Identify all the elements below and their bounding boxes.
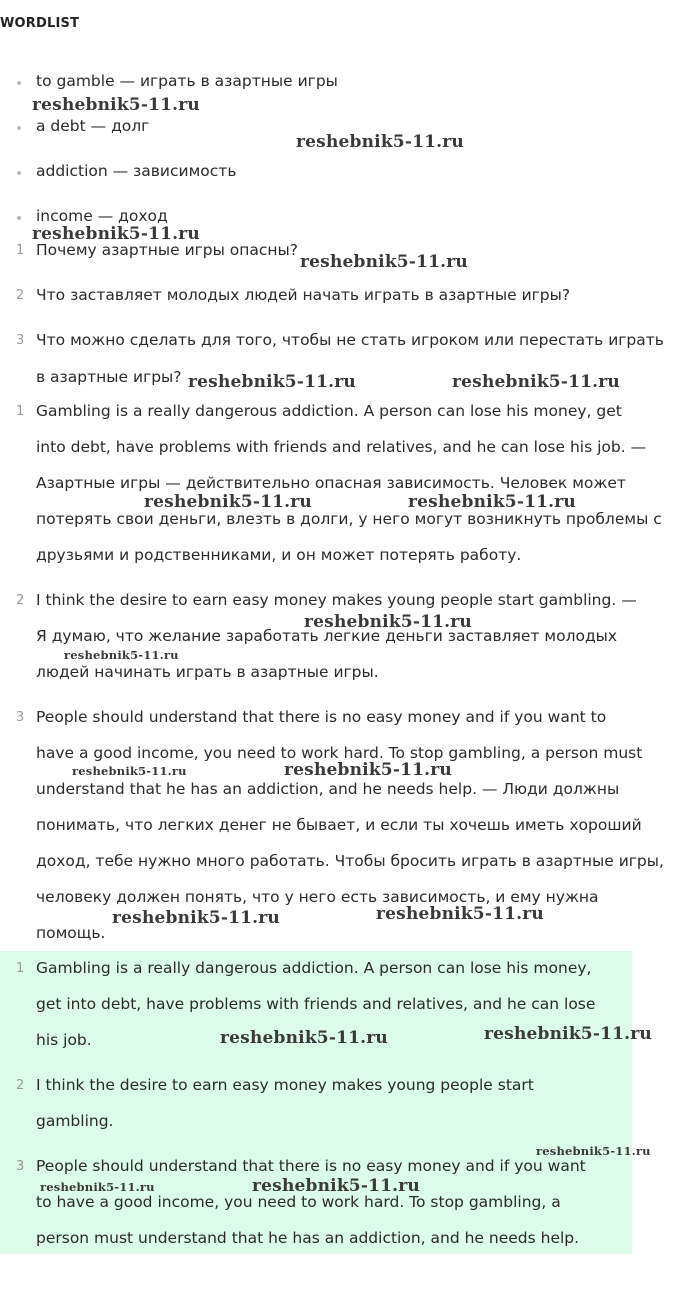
answer-line: доход, тебе нужно много работать. Чтобы бросить играть в азартные игры,	[36, 852, 664, 870]
answer-line: People should understand that there is no easy money and if you want	[36, 1157, 586, 1175]
answer-line: понимать, что легких денег не бывает, и если ты хочешь иметь хороший	[36, 816, 642, 834]
question-number: 2	[16, 288, 25, 303]
answer-line: Gambling is a really dangerous addiction. A person can lose his money,	[36, 959, 592, 977]
question-line: в азартные игры?	[36, 368, 182, 386]
watermark: reshebnik5-11.ru	[64, 648, 179, 662]
answer-line: I think the desire to earn easy money makes young people start gambling. —	[36, 591, 637, 609]
answer-number: 3	[16, 710, 25, 725]
answer-line: into debt, have problems with friends and relatives, and he can lose his job. —	[36, 438, 647, 456]
answer-line: Азартные игры — действительно опасная зависимость. Человек может	[36, 474, 626, 492]
watermark: reshebnik5-11.ru	[112, 908, 280, 928]
question-line: Почему азартные игры опасны?	[36, 241, 299, 259]
answer-line: потерять свои деньги, влезть в долги, у него могут возникнуть проблемы с	[36, 510, 662, 528]
watermark: reshebnik5-11.ru	[188, 372, 356, 392]
answer-line: People should understand that there is no easy money and if you want to	[36, 708, 607, 726]
watermark: reshebnik5-11.ru	[304, 612, 472, 632]
answer-line: помощь.	[36, 924, 106, 942]
answer-number: 1	[16, 961, 25, 976]
watermark: reshebnik5-11.ru	[284, 760, 452, 780]
answer-line: человеку должен понять, что у него есть зависимость, и ему нужна	[36, 888, 599, 906]
answer-line: Я думаю, что желание заработать легкие деньги заставляет молодых	[36, 627, 618, 645]
wordlist-heading: WORDLIST	[0, 16, 80, 31]
watermark: reshebnik5-11.ru	[484, 1024, 652, 1044]
answer-line: his job.	[36, 1031, 92, 1049]
watermark: reshebnik5-11.ru	[40, 1180, 155, 1194]
answer-line: Gambling is a really dangerous addiction. A person can lose his money, get	[36, 402, 622, 420]
answer-line: get into debt, have problems with friends and relatives, and he can lose	[36, 995, 596, 1013]
watermark: reshebnik5-11.ru	[32, 224, 200, 244]
watermark: reshebnik5-11.ru	[296, 132, 464, 152]
question-line: Что можно сделать для того, чтобы не стать игроком или перестать играть	[36, 331, 664, 349]
answer-number: 2	[16, 593, 25, 608]
question-line: Что заставляет молодых людей начать играть в азартные игры?	[36, 286, 571, 304]
answer-line: людей начинать играть в азартные игры.	[36, 663, 379, 681]
answer-number: 2	[16, 1078, 25, 1093]
watermark: reshebnik5-11.ru	[452, 372, 620, 392]
watermark: reshebnik5-11.ru	[536, 1144, 651, 1158]
wordlist-item: addiction — зависимость	[36, 162, 676, 180]
watermark: reshebnik5-11.ru	[252, 1176, 420, 1196]
wordlist-item: income — доход	[36, 207, 676, 225]
watermark: reshebnik5-11.ru	[220, 1028, 388, 1048]
answer-number: 3	[16, 1159, 25, 1174]
answer-line: gambling.	[36, 1112, 114, 1130]
watermark: reshebnik5-11.ru	[32, 95, 200, 115]
answer-number: 1	[16, 404, 25, 419]
question-number: 1	[16, 243, 25, 258]
answer-line: understand that he has an addiction, and he needs help. — Люди должны	[36, 780, 620, 798]
answer-line: person must understand that he has an addiction, and he needs help.	[36, 1229, 580, 1247]
answer-line: to have a good income, you need to work hard. To stop gambling, a	[36, 1193, 561, 1211]
watermark: reshebnik5-11.ru	[300, 252, 468, 272]
watermark: reshebnik5-11.ru	[376, 904, 544, 924]
answer-line: друзьями и родственниками, и он может потерять работу.	[36, 546, 522, 564]
question-number: 3	[16, 333, 25, 348]
watermark: reshebnik5-11.ru	[144, 492, 312, 512]
watermark: reshebnik5-11.ru	[408, 492, 576, 512]
wordlist-item: to gamble — играть в азартные игры	[36, 72, 676, 90]
answer-line: have a good income, you need to work hard. To stop gambling, a person must	[36, 744, 643, 762]
answer-line: I think the desire to earn easy money makes young people start	[36, 1076, 534, 1094]
wordlist-item: a debt — долг	[36, 117, 676, 135]
watermark: reshebnik5-11.ru	[72, 764, 187, 778]
